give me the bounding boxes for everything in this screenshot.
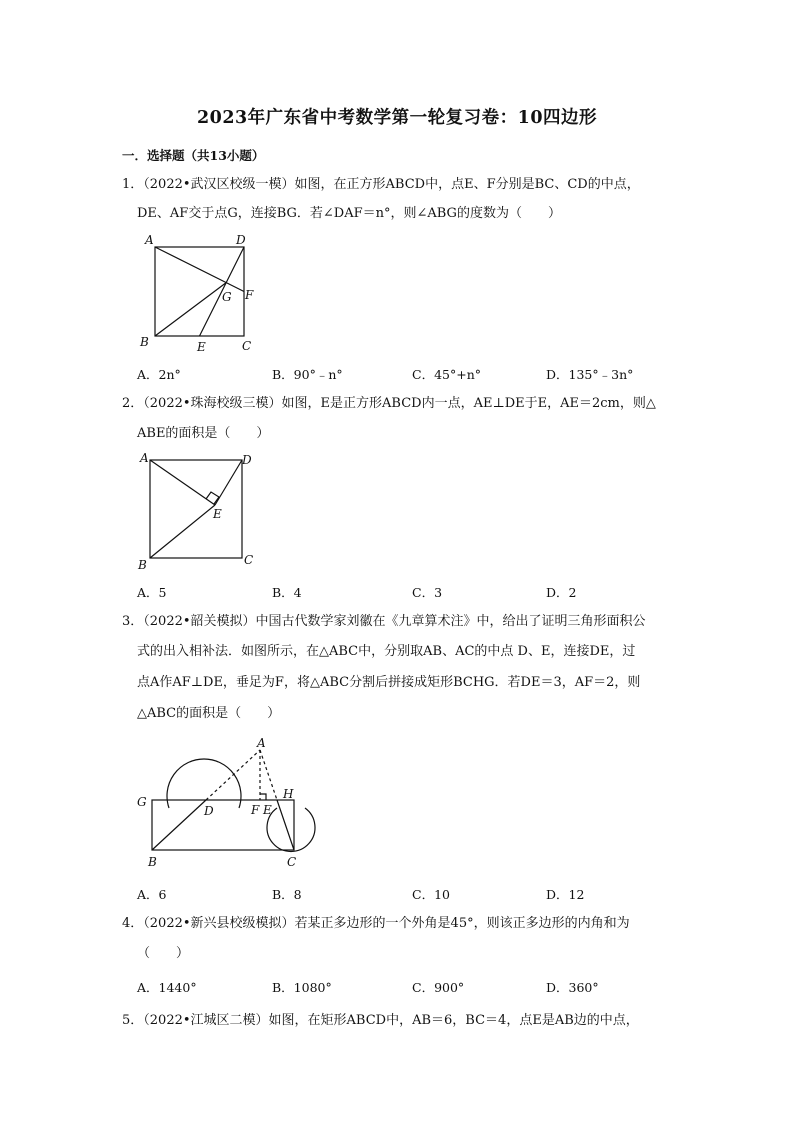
- question-number: 5．: [122, 1013, 144, 1028]
- option-c: C．900°: [412, 980, 465, 995]
- segment-bg: [155, 283, 226, 336]
- option-d: D．360°: [546, 980, 599, 995]
- question-source: （2022•江城区二模）: [143, 1013, 269, 1028]
- question-number: 4．: [122, 916, 144, 931]
- point-label-e: E: [197, 340, 206, 354]
- arc-right: [267, 808, 315, 851]
- option-b: B．90°﹣n°: [272, 367, 343, 382]
- question-text-line: 如图，E是正方形ABCD内一点，AE⊥DE于E，AE＝2cm，则△: [281, 396, 656, 411]
- point-label-d: D: [204, 804, 214, 818]
- option-a: A．6: [137, 887, 167, 902]
- question-3-line-2: 式的出入相补法．如图所示，在△ABC中，分别取AB、AC的中点 D、E，连接DE，过: [137, 644, 636, 659]
- question-4: [122, 916, 630, 932]
- segment-ec: [277, 800, 294, 850]
- segment-be: [150, 505, 215, 558]
- point-label-g: G: [137, 795, 147, 809]
- option-c: C．10: [412, 887, 450, 902]
- point-label-d: D: [236, 233, 246, 247]
- point-label-h: H: [283, 787, 294, 801]
- point-label-b: B: [138, 558, 147, 572]
- question-text-line: 中国古代数学家刘徽在《九章算术注》中，给出了证明三角形面积公: [255, 614, 646, 629]
- segment-af: [155, 247, 244, 292]
- segment-ae-dashed: [260, 750, 277, 800]
- option-d: D．12: [546, 887, 585, 902]
- question-text-line: 如图，在正方形ABCD中，点E、F分别是BC、CD的中点，: [294, 177, 640, 192]
- point-label-e: E: [213, 507, 222, 521]
- point-label-g: G: [222, 290, 232, 304]
- arc-left: [167, 759, 241, 808]
- question-3-line-4: △ABC的面积是（ ）: [137, 706, 281, 721]
- section-heading: 一．选择题（共13小题）: [122, 148, 265, 163]
- question-text-line: 如图，在矩形ABCD中，AB＝6，BC＝4，点E是AB边的中点，: [268, 1013, 639, 1028]
- segment-bd: [152, 800, 206, 850]
- point-label-b: B: [140, 335, 149, 349]
- question-number: 2．: [122, 396, 144, 411]
- point-label-d: D: [242, 453, 252, 467]
- point-label-c: C: [287, 855, 297, 869]
- question-1: [122, 177, 640, 193]
- question-2-line-2: ABE的面积是（ ）: [137, 426, 270, 441]
- question-5: [122, 1013, 639, 1029]
- option-a: A．5: [137, 585, 167, 600]
- option-c: C．3: [412, 585, 443, 600]
- option-a: A．2n°: [137, 367, 181, 382]
- question-4-line-2: （ ）: [137, 946, 190, 961]
- figure-triangle-rectangle-q3: [135, 733, 325, 873]
- option-b: B．8: [272, 887, 302, 902]
- option-b: B．4: [272, 585, 302, 600]
- point-label-a: A: [145, 233, 154, 247]
- question-1-line-2: DE、AF交于点G，连接BG．若∠DAF＝n°，则∠ABG的度数为（ ）: [137, 206, 561, 221]
- question-source: （2022•珠海校级三模）: [143, 396, 282, 411]
- option-b: B．1080°: [272, 980, 332, 995]
- question-3: [122, 614, 646, 630]
- segment-da-dashed: [206, 750, 260, 800]
- question-3-line-3: 点A作AF⊥DE，垂足为F，将△ABC分割后拼接成矩形BCHG．若DE＝3，AF＝2，则: [137, 675, 641, 690]
- segment-de: [215, 460, 242, 505]
- point-label-c: C: [244, 553, 254, 567]
- option-d: D．135°﹣3n°: [546, 367, 634, 382]
- option-c: C．45°+n°: [412, 367, 481, 382]
- point-label-f: F: [251, 803, 260, 817]
- figure-square-abcd-q2: [138, 450, 278, 580]
- point-label-a: A: [140, 451, 149, 465]
- point-label-f: F: [245, 288, 254, 302]
- question-number: 3．: [122, 614, 144, 629]
- figure-square-abcd-q1: [138, 230, 278, 360]
- question-text-line: 若某正多边形的一个外角是45°，则该正多边形的内角和为: [294, 916, 630, 931]
- segment-ae: [150, 460, 215, 505]
- right-angle-mark: [260, 794, 266, 800]
- question-source: （2022•韶关模拟）: [143, 614, 256, 629]
- question-source: （2022•新兴县校级模拟）: [143, 916, 295, 931]
- option-d: D．2: [546, 585, 577, 600]
- point-label-c: C: [242, 339, 252, 353]
- question-2: [122, 396, 656, 412]
- point-label-b: B: [148, 855, 157, 869]
- square-abcd: [150, 460, 242, 558]
- question-number: 1．: [122, 177, 144, 192]
- option-a: A．1440°: [137, 980, 197, 995]
- page-title: 2023年广东省中考数学第一轮复习卷：10四边形: [196, 108, 598, 128]
- point-label-a: A: [257, 736, 266, 750]
- point-label-e: E: [263, 803, 272, 817]
- question-source: （2022•武汉区校级一模）: [143, 177, 295, 192]
